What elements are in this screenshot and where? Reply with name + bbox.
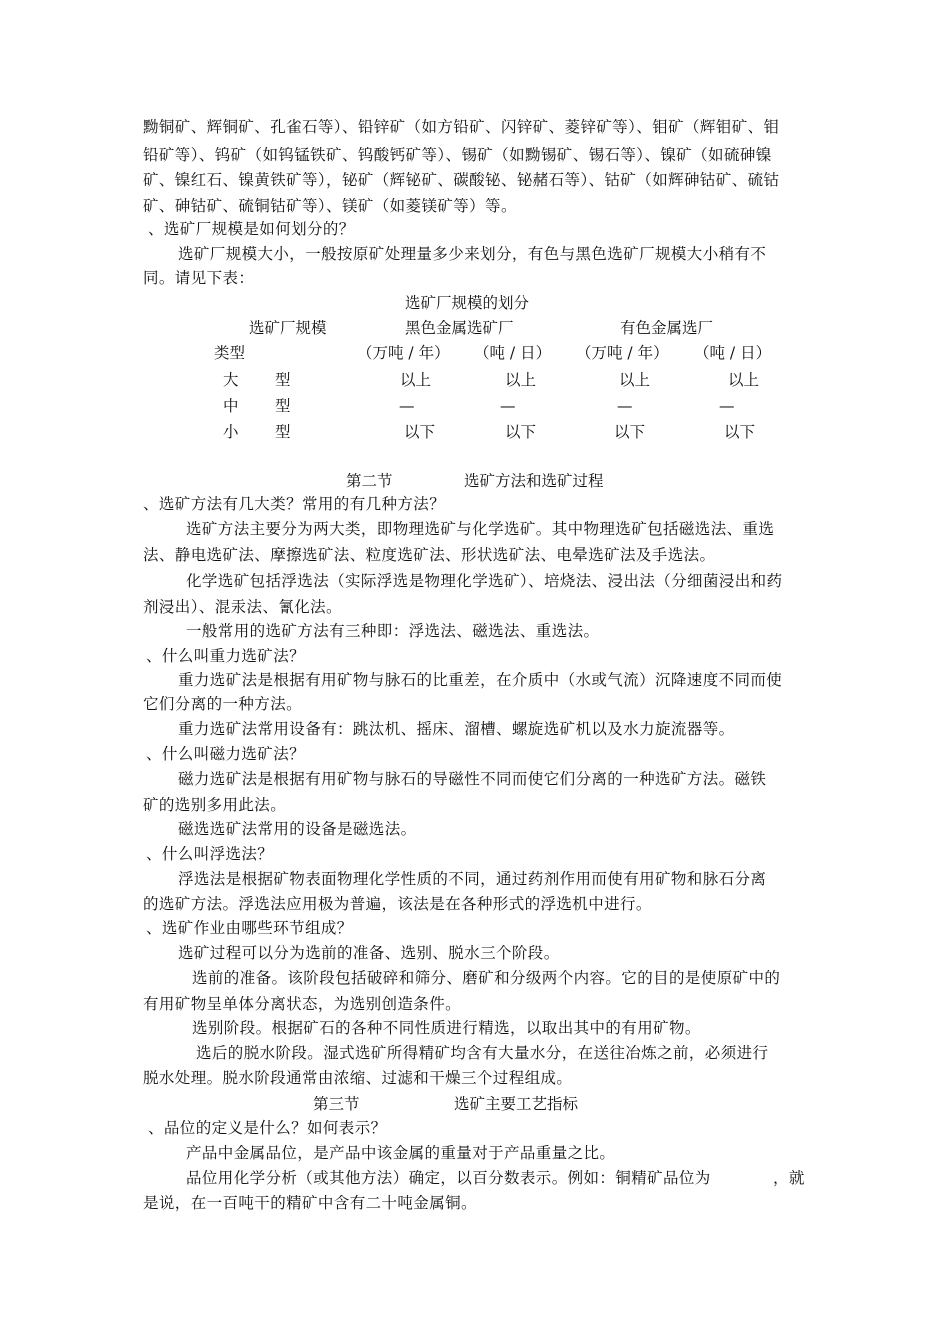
table-cell: —: [617, 397, 633, 415]
text-line: 重力选矿法常用设备有：跳汰机、摇床、溜槽、螺旋选矿机以及水力旋流器等。: [178, 720, 735, 738]
table-cell: 以下: [404, 423, 436, 441]
text-line: 产品中金属品位，是产品中该金属的重量对于产品重量之比。: [186, 1144, 616, 1162]
question-heading: 、什么叫浮选法？: [146, 845, 274, 863]
table-row-label: 大: [223, 371, 239, 389]
section-title: 选矿主要工艺指标: [454, 1095, 579, 1113]
text-line: 的选矿方法。浮选法应用极为普遍，该法是在各种形式的浮选机中进行。: [143, 895, 652, 913]
question-heading: 、选矿作业由哪些环节组成？: [146, 919, 353, 937]
text-line: 选别阶段。根据矿石的各种不同性质进行精选，以取出其中的有用矿物。: [192, 1019, 701, 1037]
table-cell: —: [719, 397, 735, 415]
question-heading: 、什么叫磁力选矿法？: [146, 745, 306, 763]
text-line: 选矿方法主要分为两大类，即物理选矿与化学选矿。其中物理选矿包括磁选法、重选: [186, 520, 775, 538]
table-unit: （吨 / 日）: [474, 344, 552, 362]
table-row-label: 型: [275, 371, 291, 389]
text-line: 选矿过程可以分为选前的准备、选别、脱水三个阶段。: [178, 944, 560, 962]
question-heading: 、品位的定义是什么？如何表示？: [148, 1119, 387, 1137]
text-line: 选前的准备。该阶段包括破碎和筛分、磨矿和分级两个内容。它的目的是使原矿中的: [192, 969, 781, 987]
text-line: 有用矿物呈单体分离状态，为选别创造条件。: [143, 995, 462, 1013]
question-heading: 、选矿厂规模是如何划分的？: [148, 220, 355, 238]
text-line: 矿、镍红石、镍黄铁矿等），铋矿（辉铋矿、碳酸铋、铋赭石等）、钴矿（如辉砷钴矿、硫钴: [143, 171, 780, 189]
text-line: 选矿厂规模大小，一般按原矿处理量多少来划分，有色与黑色选矿厂规模大小稍有不: [178, 245, 767, 263]
table-row-label: 小: [223, 423, 239, 441]
table-cell: 以上: [728, 371, 760, 389]
table-cell: 以下: [724, 423, 756, 441]
table-cell: 以上: [619, 371, 651, 389]
text-line: 重力选矿法是根据有用矿物与脉石的比重差，在介质中（水或气流）沉降速度不同而使: [178, 671, 783, 689]
table-unit: （万吨 / 年）: [357, 344, 450, 362]
table-row-label: 型: [275, 423, 291, 441]
question-heading: 、选矿方法有几大类？常用的有几种方法？: [143, 495, 446, 513]
table-row-label: 中: [223, 397, 239, 415]
text-line: 选后的脱水阶段。湿式选矿所得精矿均含有大量水分，在送往冶炼之前，必须进行: [196, 1044, 769, 1062]
text-line: 品位用化学分析（或其他方法）确定，以百分数表示。例如：铜精矿品位为: [186, 1169, 711, 1187]
text-line: 黝铜矿、辉铜矿、孔雀石等）、铅锌矿（如方铅矿、闪锌矿、菱锌矿等）、钼矿（辉钼矿、钼: [143, 118, 780, 136]
section-number: 第三节: [313, 1095, 360, 1113]
table-cell: 以上: [400, 371, 432, 389]
table-unit: （万吨 / 年）: [576, 344, 669, 362]
question-heading: 、什么叫重力选矿法？: [146, 647, 306, 665]
text-line: 矿的选别多用此法。: [143, 796, 287, 814]
table-cell: 以下: [505, 423, 537, 441]
text-line: 一般常用的选矿方法有三种即：浮选法、磁选法、重选法。: [186, 622, 600, 640]
table-title: 选矿厂规模的划分: [405, 294, 530, 312]
text-line: 剂浸出）、混汞法、氰化法。: [143, 598, 342, 616]
table-header-scale: 选矿厂规模: [249, 319, 327, 337]
table-cell: 以上: [505, 371, 537, 389]
table-cell: —: [500, 397, 516, 415]
table-unit: （吨 / 日）: [694, 344, 772, 362]
table-header-ferrous: 黑色金属选矿厂: [405, 319, 514, 337]
text-line: ，就: [773, 1169, 805, 1187]
text-line: 脱水处理。脱水阶段通常由浓缩、过滤和干燥三个过程组成。: [143, 1069, 573, 1087]
text-line: 是说，在一百吨干的精矿中含有二十吨金属铜。: [143, 1194, 477, 1212]
text-line: 同。请见下表：: [143, 269, 255, 287]
table-cell: 以下: [614, 423, 646, 441]
text-line: 浮选法是根据矿物表面物理化学性质的不同，通过药剂作用而使有用矿物和脉石分离: [178, 870, 767, 888]
table-cell: —: [399, 397, 415, 415]
text-line: 它们分离的一种方法。: [143, 695, 303, 713]
text-line: 磁力选矿法是根据有用矿物与脉石的导磁性不同而使它们分离的一种选矿方法。磁铁: [178, 770, 767, 788]
table-header-type: 类型: [214, 344, 246, 362]
table-row-label: 型: [275, 397, 291, 415]
table-header-nonferrous: 有色金属选厂: [620, 319, 714, 337]
section-number: 第二节: [346, 472, 393, 490]
text-line: 法、静电选矿法、摩擦选矿法、粒度选矿法、形状选矿法、电晕选矿法及手选法。: [143, 546, 716, 564]
text-line: 铅矿等）、钨矿（如钨锰铁矿、钨酸钙矿等）、锡矿（如黝锡矿、锡石等）、镍矿（如硫砷镍: [143, 146, 772, 164]
section-title: 选矿方法和选矿过程: [464, 472, 604, 490]
text-line: 化学选矿包括浮选法（实际浮选是物理化学选矿）、培烧法、浸出法（分细菌浸出和药: [186, 572, 783, 590]
text-line: 矿、砷钴矿、硫铜钴矿等）、镁矿（如菱镁矿等）等。: [143, 197, 517, 215]
text-line: 磁选选矿法常用的设备是磁选法。: [178, 820, 417, 838]
